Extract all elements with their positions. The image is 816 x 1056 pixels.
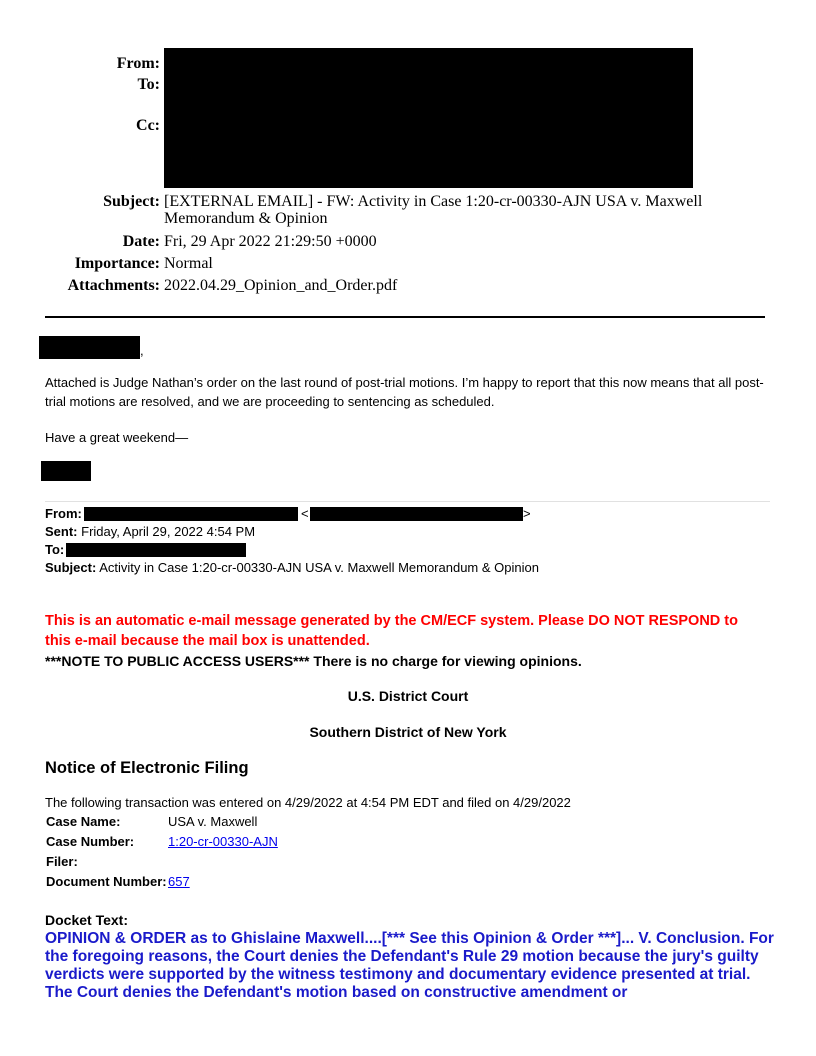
document-number-label: Document Number:: [46, 874, 167, 889]
message-paragraph: Attached is Judge Nathan’s order on the last round of post-trial motions. I’m happy to report that this now means that all post-trial motions are resolved, and we are proceeding to sentencing as scheduled.: [45, 375, 764, 409]
docket-text: OPINION & ORDER as to Ghislaine Maxwell....[*** See this Opinion & Order ***]... V. Conclusion. For the foregoing reasons, the Court denies the Defendant's Rule 29 motion because the jury's guilty verdicts were supported by the witness testimony and documentary evidence presented at trial. The Court denies the Defendant's motion based on constructive amendment or: [45, 930, 774, 1001]
notice-heading: Notice of Electronic Filing: [45, 759, 249, 777]
forward-divider: [45, 501, 770, 502]
header-divider: [45, 316, 765, 318]
subject-value-line2: Memorandum & Opinion: [164, 210, 328, 227]
case-number-label: Case Number:: [46, 834, 135, 849]
forwarded-from-label: From:: [45, 506, 82, 521]
forwarded-from-name-redaction: [84, 507, 298, 521]
case-name-label: Case Name:: [46, 814, 121, 829]
forwarded-from-open: <: [301, 506, 309, 521]
forwarded-sent-label: Sent:: [45, 524, 78, 539]
document-number-link[interactable]: 657: [168, 874, 190, 889]
message-closing: Have a great weekend—: [45, 430, 189, 445]
to-label: To:: [137, 76, 160, 93]
importance-value: Normal: [164, 255, 213, 272]
importance-label: Importance:: [74, 255, 160, 272]
case-name-value: USA v. Maxwell: [168, 814, 258, 829]
forwarded-sent-value: Friday, April 29, 2022 4:54 PM: [81, 524, 256, 539]
attachments-label: Attachments:: [67, 277, 160, 294]
greeting-comma: ,: [140, 343, 144, 358]
forwarded-sent: [45, 523, 255, 541]
recipients-redaction: [164, 48, 693, 188]
auto-message-warning: This is an automatic e-mail message generated by the CM/ECF system. Please DO NOT RESPOND to this e-mail because the mail box is unattended.: [45, 613, 738, 649]
filer-label: Filer:: [46, 854, 78, 869]
forwarded-to-redaction: [66, 543, 246, 557]
district-name: Southern District of New York: [309, 724, 507, 740]
date-label: Date:: [122, 233, 160, 250]
document-number-value: [168, 874, 190, 889]
case-number-link[interactable]: 1:20-cr-00330-AJN: [168, 834, 278, 849]
forwarded-from-close: >: [523, 506, 531, 521]
greeting-name-redaction: [39, 336, 140, 359]
forwarded-to: [45, 541, 64, 559]
cc-label: Cc:: [136, 117, 160, 134]
from-label: From:: [116, 55, 160, 72]
case-number-value: [168, 834, 278, 849]
docket-label: Docket Text:: [45, 912, 128, 928]
subject-value-line1: [EXTERNAL EMAIL] - FW: Activity in Case 1:20-cr-00330-AJN USA v. Maxwell: [164, 193, 703, 210]
signature-redaction: [41, 461, 91, 481]
forwarded-subject: [45, 559, 539, 577]
subject-label: Subject:: [103, 193, 160, 210]
transaction-line: The following transaction was entered on 4/29/2022 at 4:54 PM EDT and filed on 4/29/2022: [45, 795, 571, 810]
forwarded-from-email-redaction: [310, 507, 523, 521]
date-value: Fri, 29 Apr 2022 21:29:50 +0000: [164, 233, 377, 250]
forwarded-subject-label: Subject:: [45, 560, 97, 575]
forwarded-subject-value: Activity in Case 1:20-cr-00330-AJN USA v. Maxwell Memorandum & Opinion: [99, 560, 539, 575]
court-name: U.S. District Court: [347, 688, 469, 704]
attachments-value[interactable]: 2022.04.29_Opinion_and_Order.pdf: [164, 277, 398, 294]
public-access-note: ***NOTE TO PUBLIC ACCESS USERS*** There is no charge for viewing opinions.: [45, 653, 582, 669]
forwarded-from: [45, 505, 82, 523]
forwarded-to-label: To:: [45, 542, 65, 557]
